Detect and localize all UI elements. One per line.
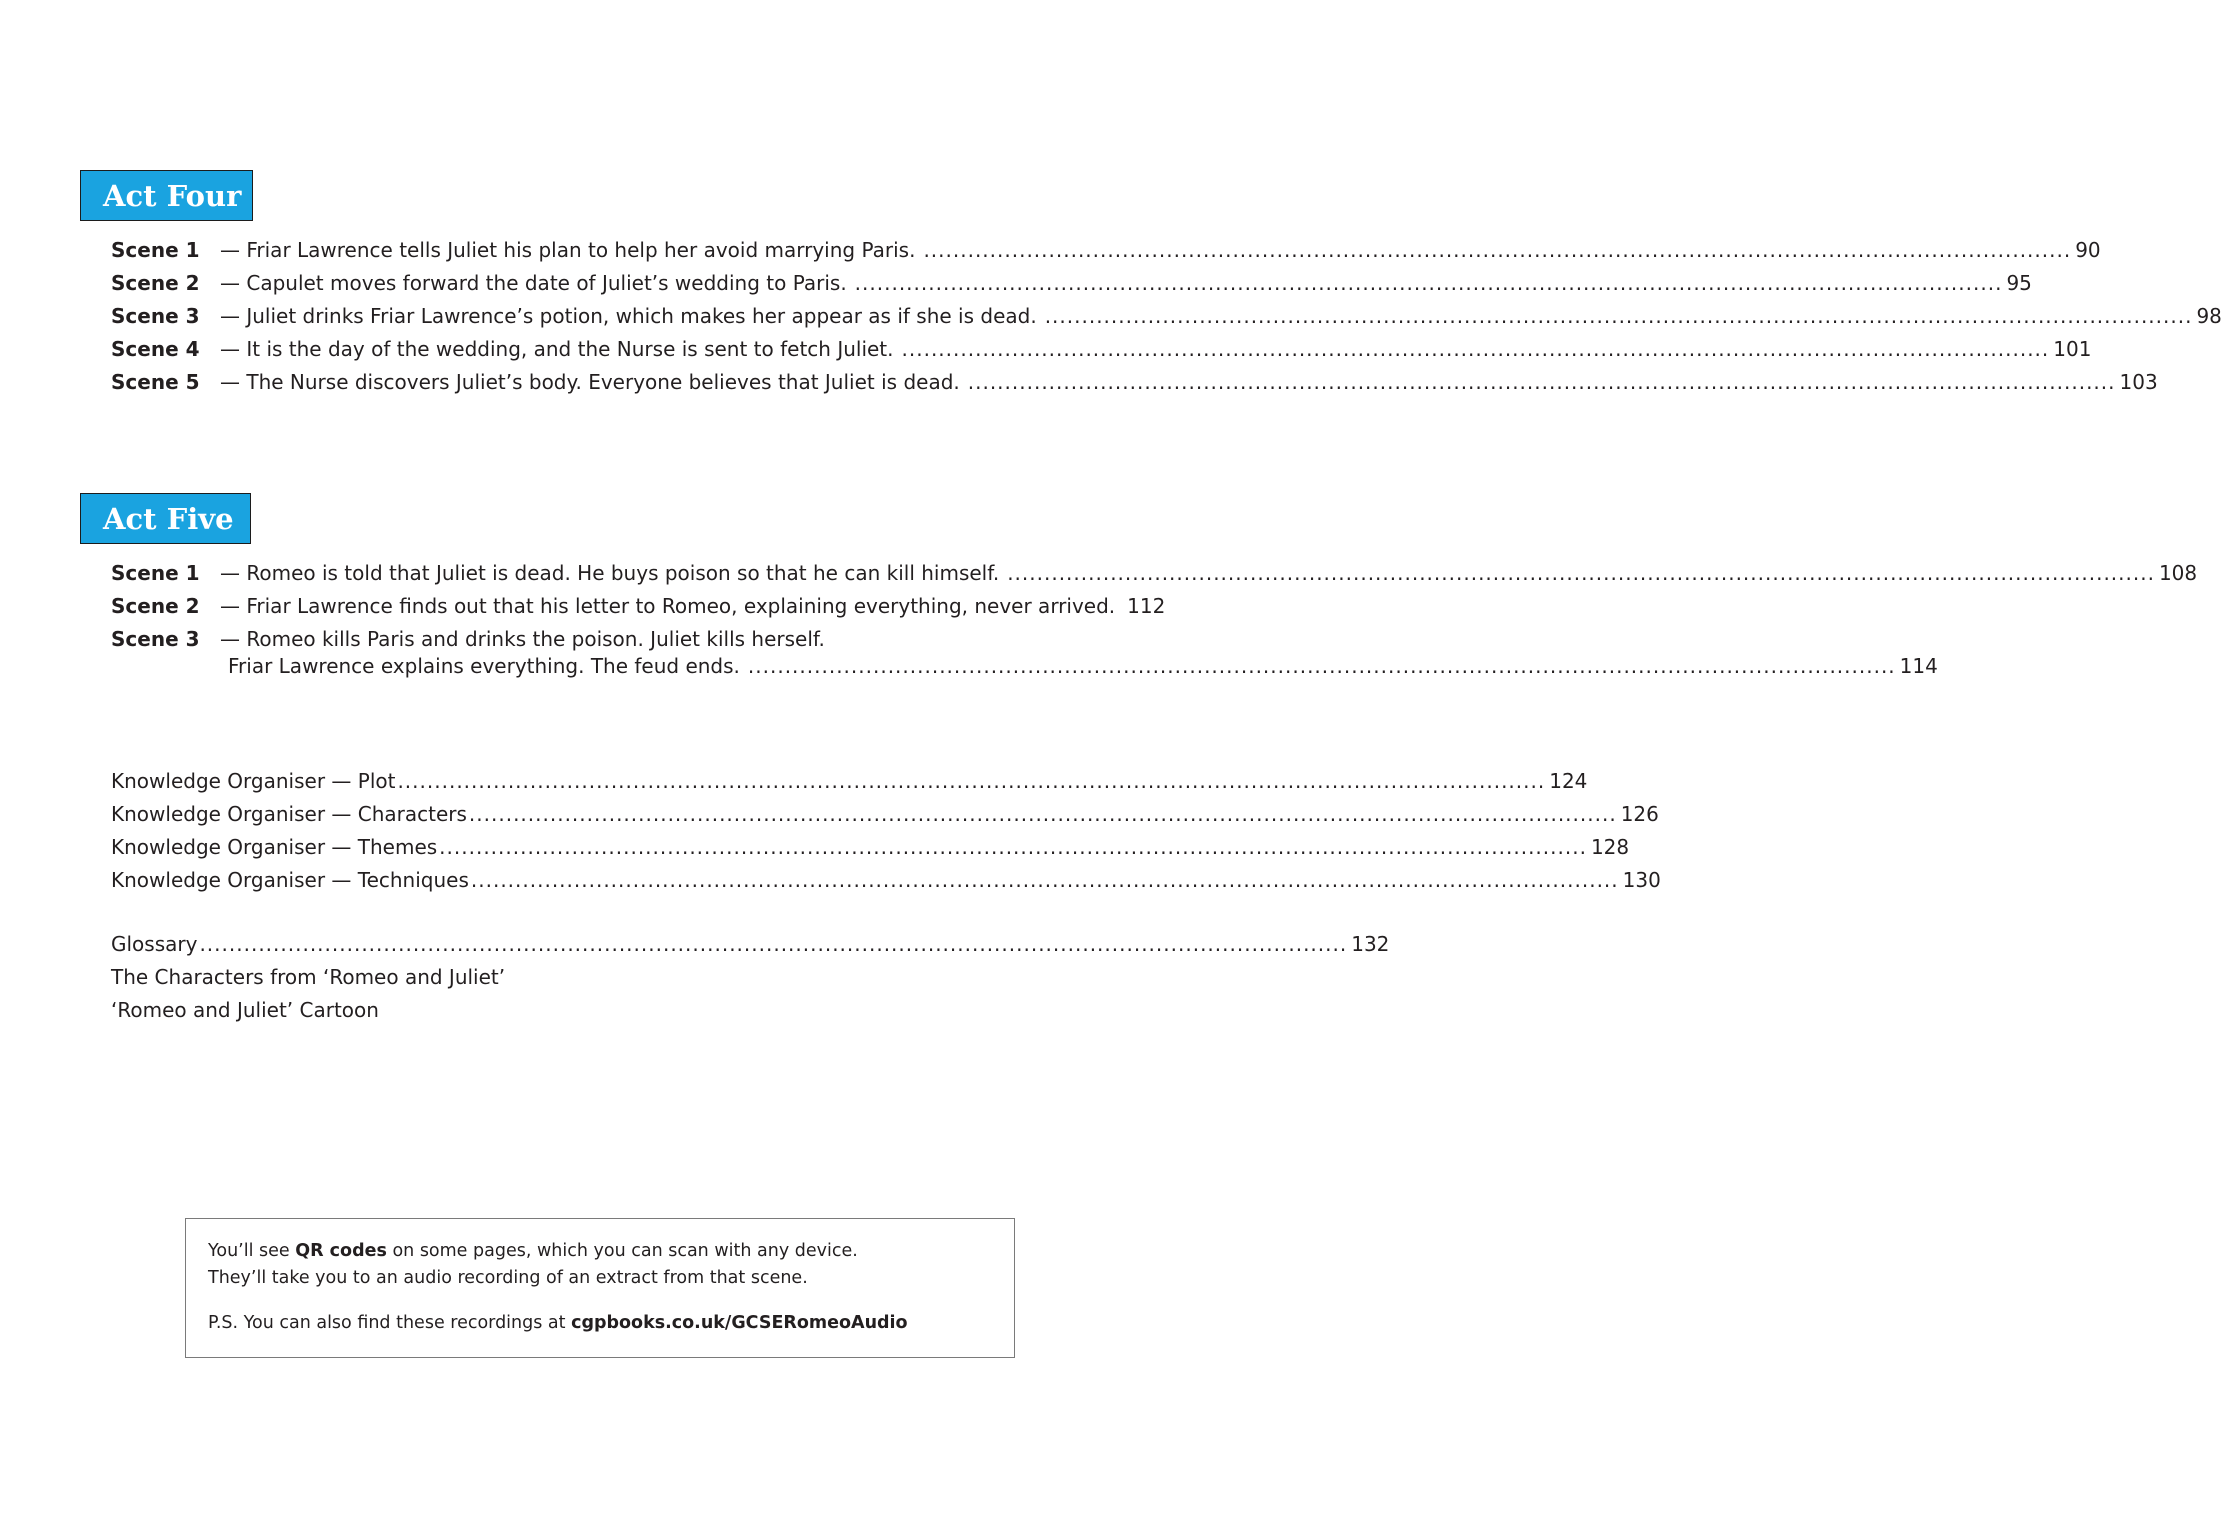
scene-description: — Friar Lawrence finds out that his letter to Romeo, explaining everything, never arrived. xyxy=(220,594,1116,618)
page-number: 114 xyxy=(1899,654,1938,678)
toc-entry-glossary[interactable] xyxy=(111,932,1390,965)
entry-title: The Characters from ‘Romeo and Juliet’ xyxy=(111,965,506,989)
qr-note-line-2: They’ll take you to an audio recording of an extract from that scene. xyxy=(208,1268,808,1288)
scene-label: Scene 1 xyxy=(111,561,200,585)
page-number: 132 xyxy=(1351,932,1390,956)
extras-contents xyxy=(111,932,1390,1031)
toc-entry-act4-scene5[interactable] xyxy=(111,370,2158,403)
act-four-heading xyxy=(80,170,253,221)
page-number: 101 xyxy=(2053,337,2092,361)
toc-entry-organiser-techniques[interactable] xyxy=(111,868,1661,901)
act-four-title: Act Four xyxy=(103,178,242,213)
dot-leader: ............................................................................................................................................................ xyxy=(439,835,1587,859)
scene-description: — Capulet moves forward the date of Juliet’s wedding to Paris. xyxy=(220,271,847,295)
dot-leader: ............................................................................................................................................................ xyxy=(397,769,1546,793)
qr-note-text: on some pages, which you can scan with any device. xyxy=(386,1241,858,1261)
toc-entry-organiser-plot[interactable] xyxy=(111,769,1588,802)
page-number: 112 xyxy=(1127,594,1166,618)
qr-note-line-1 xyxy=(208,1241,992,1268)
toc-entry-act5-scene2[interactable] xyxy=(111,594,1166,627)
page-number: 130 xyxy=(1622,868,1661,892)
scene-label: Scene 1 xyxy=(111,238,200,262)
scene-label: Scene 5 xyxy=(111,370,200,394)
scene-description-continued: Friar Lawrence explains everything. The feud ends. xyxy=(228,654,740,678)
dot-leader: ............................................................................................................................................................ xyxy=(468,802,1617,826)
scene-label: Scene 3 xyxy=(111,304,200,328)
toc-entry-cartoon[interactable] xyxy=(111,998,1120,1031)
dot-leader: ............................................................................................................................................................ xyxy=(470,868,1619,892)
dot-leader: ............................................................................................................................................................ xyxy=(747,654,1896,678)
knowledge-organiser-contents xyxy=(111,769,1661,901)
toc-entry-act5-scene1[interactable] xyxy=(111,561,2198,594)
entry-title: Knowledge Organiser — Characters xyxy=(111,802,467,826)
dot-leader: ............................................................................................................................................................ xyxy=(1007,561,2155,585)
scene-description: — The Nurse discovers Juliet’s body. Everyone believes that Juliet is dead. xyxy=(220,370,960,394)
toc-entry-characters[interactable] xyxy=(111,965,1120,998)
entry-title: Knowledge Organiser — Plot xyxy=(111,769,396,793)
dot-leader: ............................................................................................................................................................ xyxy=(923,238,2072,262)
act-five-heading xyxy=(80,493,251,544)
qr-note-text: You’ll see xyxy=(208,1241,296,1261)
scene-description: — Friar Lawrence tells Juliet his plan to help her avoid marrying Paris. xyxy=(220,238,916,262)
entry-title: Glossary xyxy=(111,932,198,956)
dot-leader: ............................................................................................................................................................ xyxy=(967,370,2116,394)
page-number: 128 xyxy=(1590,835,1630,859)
dot-leader: ............................................................................................................................................................ xyxy=(1044,304,2193,328)
toc-entry-organiser-themes[interactable] xyxy=(111,835,1630,868)
qr-note-text: P.S. You can also find these recordings at xyxy=(208,1313,572,1333)
scene-description: — Romeo kills Paris and drinks the poison. Juliet kills herself. xyxy=(220,627,825,651)
spacer xyxy=(208,1295,992,1313)
qr-note-line-3 xyxy=(208,1313,992,1340)
dot-leader: ............................................................................................................................................................ xyxy=(199,932,1348,956)
entry-title: Knowledge Organiser — Themes xyxy=(111,835,438,859)
scene-description-continued-row xyxy=(220,654,1938,687)
toc-entry-act4-scene2[interactable] xyxy=(111,271,2032,304)
toc-entry-act5-scene3[interactable] xyxy=(111,627,1938,687)
scene-label: Scene 4 xyxy=(111,337,200,361)
scene-description-block xyxy=(220,627,1938,687)
dot-leader: ............................................................................................................................................................ xyxy=(901,337,2050,361)
scene-label: Scene 2 xyxy=(111,594,200,618)
act-five-contents xyxy=(111,561,2198,687)
scene-description: — Juliet drinks Friar Lawrence’s potion, which makes her appear as if she is dead. xyxy=(220,304,1037,328)
scene-label: Scene 2 xyxy=(111,271,200,295)
toc-entry-organiser-characters[interactable] xyxy=(111,802,1659,835)
page-number: 103 xyxy=(2119,370,2158,394)
page-number: 108 xyxy=(2158,561,2198,585)
toc-entry-act4-scene4[interactable] xyxy=(111,337,2092,370)
page-number: 98 xyxy=(2196,304,2222,328)
entry-title: Knowledge Organiser — Techniques xyxy=(111,868,469,892)
page-number: 90 xyxy=(2075,238,2101,262)
qr-codes-emphasis: QR codes xyxy=(295,1241,387,1261)
dot-leader: ............................................................................................................................................................ xyxy=(854,271,2003,295)
act-five-title: Act Five xyxy=(103,501,234,536)
scene-description: — It is the day of the wedding, and the Nurse is sent to fetch Juliet. xyxy=(220,337,894,361)
audio-url-link[interactable]: cgpbooks.co.uk/GCSERomeoAudio xyxy=(571,1313,908,1333)
scene-description: — Romeo is told that Juliet is dead. He buys poison so that he can kill himself. xyxy=(220,561,1000,585)
entry-title: ‘Romeo and Juliet’ Cartoon xyxy=(111,998,379,1022)
qr-code-note-box xyxy=(185,1218,1015,1358)
page-number: 95 xyxy=(2006,271,2032,295)
act-four-contents xyxy=(111,238,2222,403)
scene-label: Scene 3 xyxy=(111,627,200,651)
page-number: 124 xyxy=(1549,769,1588,793)
page-number: 126 xyxy=(1620,802,1659,826)
toc-entry-act4-scene1[interactable] xyxy=(111,238,2101,271)
toc-entry-act4-scene3[interactable] xyxy=(111,304,2222,337)
